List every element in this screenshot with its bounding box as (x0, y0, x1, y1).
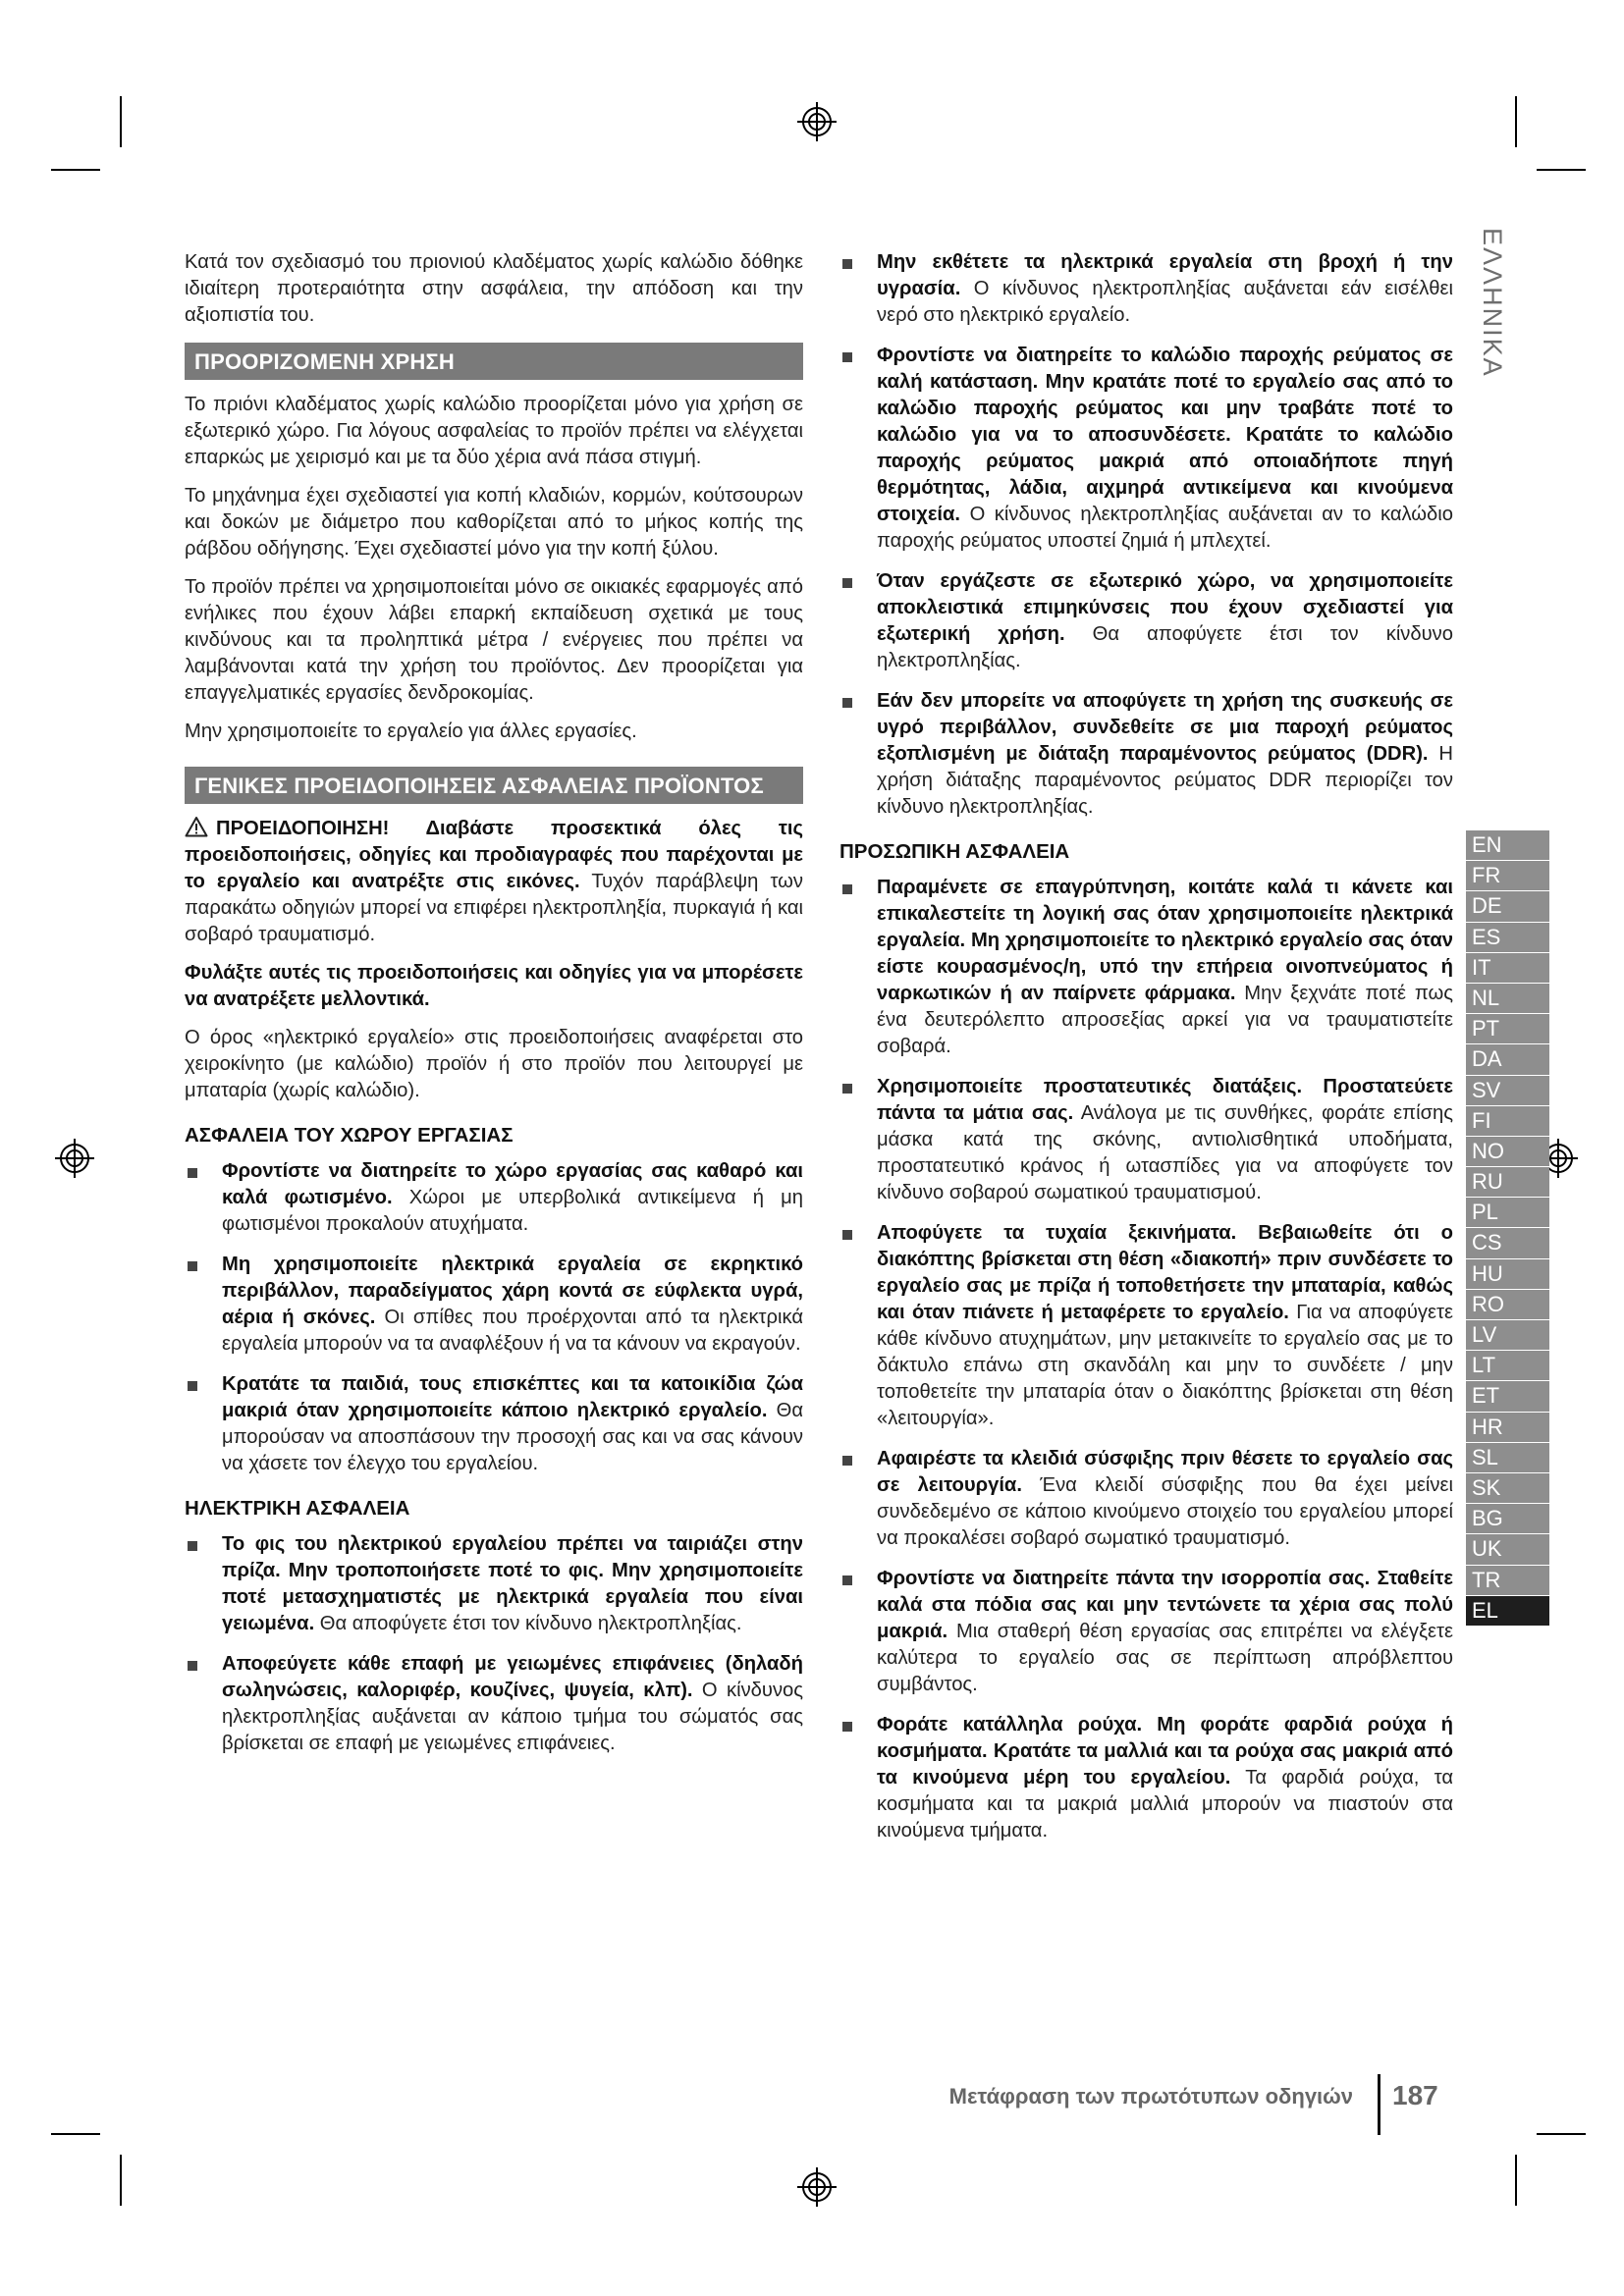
paragraph: Το μηχάνημα έχει σχεδιαστεί για κοπή κλαδιών, κορμών, κούτσουρων και δοκών με διάμετρο που καθορίζεται από το μήκος κοπής της ράβδου οδήγησης. Έχει σχεδιαστεί μόνο για την κοπή ξύλου. (185, 485, 803, 560)
list-item (839, 875, 1453, 1060)
list-item-bold: Μη χρησιμοποιείτε ηλεκτρικά εργαλεία σε εκρηκτικό περιβάλλον, παραδείγματος χάρη κοντά σε εύφλεκτα υγρά, αέρια ή σκόνες. (222, 1254, 803, 1328)
language-tab[interactable]: PL (1466, 1198, 1549, 1228)
list-item-bold: Εάν δεν μπορείτε να αποφύγετε τη χρήση της συσκευής σε υγρό περιβάλλον, συνδεθείτε σε μια παροχή ρεύματος εξοπλισμένη με διάταξη παραμένοντος ρεύματος (DDR). (877, 690, 1453, 765)
bullet-square-icon (842, 259, 852, 269)
section-heading-general-safety: ΓΕΝΙΚΕΣ ΠΡΟΕΙΔΟΠΟΙΗΣΕΙΣ ΑΣΦΑΛΕΙΑΣ ΠΡΟΪΟΝΤΟΣ (185, 767, 803, 804)
language-tab[interactable]: UK (1466, 1534, 1549, 1565)
list-item (185, 1371, 803, 1477)
language-tab[interactable]: PT (1466, 1014, 1549, 1044)
bullet-square-icon (842, 1230, 852, 1240)
language-tab[interactable]: SL (1466, 1443, 1549, 1473)
bullet-square-icon (842, 1084, 852, 1094)
list-item-text: Χώροι με υπερβολικά αντικείμενα ή μη φωτισμένοι προκαλούν ατυχήματα. (222, 1187, 803, 1235)
registration-mark-icon (797, 2167, 837, 2207)
list-item (839, 343, 1453, 555)
list-item-bold: Όταν εργάζεστε σε εξωτερικό χώρο, να χρησιμοποιείτε αποκλειστικά επιμηκύνσεις που έχουν σχεδιαστεί για εξωτερική χρήση. (877, 570, 1453, 645)
page-number: 187 (1392, 2080, 1438, 2110)
bullet-square-icon (842, 884, 852, 894)
left-column (185, 249, 803, 1771)
list-item (839, 1566, 1453, 1698)
list-item-bold: Αποφύγετε τα τυχαία ξεκινήματα. Βεβαιωθείτε ότι ο διακόπτης βρίσκεται στη θέση «διακοπή» πριν συνδέσετε το εργαλείο σας με πρίζα ή τοποθετήσετε την μπαταρία, καθώς και όταν πιάνετε ή μεταφέρετε το εργαλείο. (877, 1222, 1453, 1323)
language-tab[interactable]: ES (1466, 923, 1549, 953)
list-item-text: Μια σταθερή θέση εργασίας σας επιτρέπει να ελέγξετε καλύτερα το εργαλείο σας σε περίπτωση απρόβλεπτου συμβάντος. (877, 1621, 1453, 1695)
list-item-text: Η χρήση διάταξης παραμένοντος ρεύματος DDR περιορίζει τον κίνδυνο ηλεκτροπληξίας. (877, 743, 1453, 818)
paragraph: Μην χρησιμοποιείτε το εργαλείο για άλλες εργασίες. (185, 721, 637, 742)
bullet-square-icon (188, 1168, 197, 1178)
list-item-text: Οι σπίθες που προέρχονται από τα ηλεκτρικά εργαλεία μπορούν να τα αναφλέξουν ή να τα κάνουν να εκραγούν. (222, 1307, 803, 1355)
intro-paragraph: Κατά τον σχεδιασμό του πριονιού κλαδέματος χωρίς καλώδιο δόθηκε ιδιαίτερη προτεραιότητα στην ασφάλεια, την απόδοση και την αξιοπιστία του. (185, 251, 803, 326)
right-column (839, 249, 1453, 1858)
list-item-bold: Παραμένετε σε επαγρύπνηση, κοιτάτε καλά τι κάνετε και επικαλεστείτε τη λογική σας όταν χρησιμοποιείτε ηλεκτρικά εργαλεία. Μη χρησιμοποιείτε το ηλεκτρικό εργαλείο σας όταν είστε κουρασμένος/η, υπό την επήρεια οινοπνεύματος ή ναρκωτικών ή αν παίρνετε φάρμακα. (877, 877, 1453, 1004)
list-item-bold: Αποφεύγετε κάθε επαφή με γειωμένες επιφάνειες (δηλαδή σωληνώσεις, καλοριφέρ, κουζίνες, ψυγεία, κλπ). (222, 1653, 803, 1701)
crop-mark (51, 169, 100, 171)
language-tab[interactable]: SK (1466, 1473, 1549, 1504)
bullet-square-icon (188, 1381, 197, 1391)
language-tab[interactable]: LV (1466, 1320, 1549, 1351)
list-item-text: Ο κίνδυνος ηλεκτροπληξίας αυξάνεται αν το καλώδιο παροχής ρεύματος υποστεί ζημιά ή μπλεχτεί. (877, 504, 1453, 552)
registration-mark-icon (797, 102, 837, 141)
warning-text: Τυχόν παράβλεψη των παρακάτω οδηγιών μπορεί να επιφέρει ηλεκτροπληξία, πυρκαγιά ή και σοβαρό τραυματισμό. (185, 871, 803, 945)
language-tab[interactable]: TR (1466, 1566, 1549, 1596)
list-item-text: Για να αποφύγετε κάθε κίνδυνο ατυχημάτων, μην μετακινείτε το εργαλείο σας με το δάκτυλο επάνω στη σκανδάλη και μην το συνδέετε / μην τοποθετείτε την μπαταρία όταν ο διακόπτης βρίσκεται στη θέση «λειτουργία». (877, 1302, 1453, 1429)
language-tab[interactable]: IT (1466, 953, 1549, 984)
list-item-text: Θα αποφύγετε έτσι τον κίνδυνο ηλεκτροπληξίας. (877, 623, 1453, 671)
list-item-text: Ένα κλειδί σύσφιξης που θα έχει μείνει συνδεδεμένο σε κάποιο κινούμενο στοιχείο του εργαλείου μπορεί να προκαλέσει σοβαρό σωματικό τραυματισμό. (877, 1474, 1453, 1549)
list-item-bold: Κρατάτε τα παιδιά, τους επισκέπτες και τα κατοικίδια ζώα μακριά όταν χρησιμοποιείτε κάποιο ηλεκτρικό εργαλείο. (222, 1373, 803, 1421)
bullet-square-icon (842, 1456, 852, 1466)
language-tab[interactable]: RU (1466, 1167, 1549, 1198)
language-tab[interactable]: RO (1466, 1290, 1549, 1320)
language-tab[interactable]: DE (1466, 891, 1549, 922)
footer-text: Μετάφραση των πρωτότυπων οδηγιών (948, 2084, 1353, 2109)
language-tab[interactable]: FI (1466, 1106, 1549, 1137)
language-tab[interactable]: NL (1466, 984, 1549, 1014)
warning-paragraph (185, 816, 803, 948)
list-item (839, 1220, 1453, 1432)
list-item-text: Τα φαρδιά ρούχα, τα κοσμήματα και τα μακριά μαλλιά μπορούν να πιαστούν στα κινούμενα τμήματα. (877, 1767, 1453, 1842)
subheading-electrical: ΗΛΕΚΤΡΙΚΗ ΑΣΦΑΛΕΙΑ (185, 1497, 410, 1520)
list-item-bold: Αφαιρέστε τα κλειδιά σύσφιξης πριν θέσετε το εργαλείο σας σε λειτουργία. (877, 1448, 1453, 1496)
list-item-text: Μην ξεχνάτε ποτέ πως ένα δευτερόλεπτο απροσεξίας αρκεί για να τραυματιστείτε σοβαρά. (877, 983, 1453, 1057)
list-item-text: Ο κίνδυνος ηλεκτροπληξίας αυξάνεται εάν εισέλθει νερό στο ηλεκτρικό εργαλείο. (877, 278, 1453, 326)
bullet-square-icon (842, 578, 852, 588)
list-item-bold: Φοράτε κατάλληλα ρούχα. Μη φοράτε φαρδιά ρούχα ή κοσμήματα. Κρατάτε τα μαλλιά και τα ρούχα σας μακριά από τα κινούμενα μέρη του εργαλείου. (877, 1714, 1453, 1789)
language-tab[interactable]: DA (1466, 1044, 1549, 1075)
language-tab[interactable]: LT (1466, 1351, 1549, 1381)
bullet-square-icon (842, 352, 852, 362)
list-item (839, 688, 1453, 821)
language-tabs (1466, 830, 1549, 1627)
list-item (839, 1446, 1453, 1552)
list-item-bold: Φροντίστε να διατηρείτε το χώρο εργασίας σας καθαρό και καλά φωτισμένο. (222, 1160, 803, 1208)
list-item (185, 1158, 803, 1238)
bullet-square-icon (842, 1575, 852, 1585)
warning-bold-text: ΠΡΟΕΙΔΟΠΟΙΗΣΗ! Διαβάστε προσεκτικά όλες τις προειδοποιήσεις, οδηγίες και προδιαγραφές που παρέχονται με το εργαλείο και ανατρέξτε στις εικόνες. (185, 818, 803, 892)
crop-mark (51, 2133, 100, 2135)
list-item-bold: Μην εκθέτετε τα ηλεκτρικά εργαλεία στη βροχή ή την υγρασία. (877, 251, 1453, 299)
section-heading-intended-use: ΠΡΟΟΡΙΖΟΜΕΝΗ ΧΡΗΣΗ (185, 343, 803, 380)
subheading-personal: ΠΡΟΣΩΠΙΚΗ ΑΣΦΑΛΕΙΑ (839, 840, 1070, 863)
paragraph: Το προϊόν πρέπει να χρησιμοποιείται μόνο σε οικιακές εφαρμογές από ενήλικες που έχουν λάβει επαρκή εκπαίδευση σχετικά με τους κινδύνους και τα προληπτικά μέτρα / ενέργειες που πρέπει να λαμβάνονται κατά την χρήση του προϊόντος. Δεν προορίζεται για επαγγελματικές εργασίες δενδροκομίας. (185, 576, 803, 704)
language-tab[interactable]: BG (1466, 1504, 1549, 1534)
crop-mark (120, 2155, 122, 2206)
list-item-text: Θα μπορούσαν να αποσπάσουν την προσοχή σας και να σας κάνουν να χάσετε τον έλεγχο του εργαλείου. (222, 1400, 804, 1474)
list-item-text: Ανάλογα με τις συνθήκες, φοράτε επίσης μάσκα κατά της σκόνης, αντιολισθητικά υποδήματα, προστατευτικό κράνος ή ωτασπίδες για να αποφύγετε τον κίνδυνο σοβαρού σωματικού τραυματισμού. (877, 1102, 1453, 1203)
language-tab[interactable]: CS (1466, 1228, 1549, 1258)
list-item-bold: Φροντίστε να διατηρείτε το καλώδιο παροχής ρεύματος σε καλή κατάσταση. Μην κρατάτε ποτέ το εργαλείο σας από το καλώδιο παροχής ρεύματος και μην τραβάτε ποτέ το καλώδιο για να το αποσυνδέσετε. Κρατάτε το καλώδιο παροχής ρεύματος μακριά από οποιαδήποτε πηγή θερμότητας, λάδια, αιχμηρά αντικείμενα και κινούμενα στοιχεία. (877, 345, 1453, 525)
language-tab[interactable]: FR (1466, 861, 1549, 891)
language-tab[interactable]: HU (1466, 1259, 1549, 1290)
list-item (185, 1531, 803, 1637)
list-item (839, 1712, 1453, 1844)
crop-mark (1515, 96, 1517, 147)
list-item-bold: Φροντίστε να διατηρείτε πάντα την ισορροπία σας. Σταθείτε καλά στα πόδια σας και μην τεντώνετε τα χέρια σας πολύ μακριά. (877, 1568, 1453, 1642)
paragraph: Το πριόνι κλαδέματος χωρίς καλώδιο προορίζεται μόνο για χρήση σε εξωτερικό χώρο. Για λόγους ασφαλείας το προϊόν πρέπει να ελέγχεται επαρκώς με χειρισμό και με τα δύο χέρια ανά πάσα στιγμή. (185, 394, 803, 468)
list-item-text: Θα αποφύγετε έτσι τον κίνδυνο ηλεκτροπληξίας. (314, 1613, 742, 1634)
list-item (839, 568, 1453, 674)
list-item (185, 1252, 803, 1358)
language-tab[interactable]: EN (1466, 830, 1549, 861)
list-item (185, 1651, 803, 1757)
warning-triangle-icon (185, 816, 208, 837)
list-item (839, 249, 1453, 329)
subheading-work-area: ΑΣΦΑΛΕΙΑ ΤΟΥ ΧΩΡΟΥ ΕΡΓΑΣΙΑΣ (185, 1124, 514, 1147)
language-tab-active[interactable]: EL (1466, 1596, 1549, 1627)
language-tab[interactable]: SV (1466, 1076, 1549, 1106)
crop-mark (1537, 169, 1586, 171)
language-tab[interactable]: ET (1466, 1381, 1549, 1412)
registration-mark-icon (55, 1139, 94, 1178)
crop-mark (1537, 2133, 1586, 2135)
language-tab[interactable]: NO (1466, 1137, 1549, 1167)
bullet-square-icon (188, 1541, 197, 1551)
keep-instructions-text: Φυλάξτε αυτές τις προειδοποιήσεις και οδηγίες για να μπορέσετε να ανατρέξετε μελλοντικά. (185, 962, 803, 1010)
crop-mark (120, 96, 122, 147)
list-item (839, 1074, 1453, 1206)
bullet-square-icon (188, 1261, 197, 1271)
term-paragraph: Ο όρος «ηλεκτρικό εργαλείο» στις προειδοποιήσεις αναφέρεται στο χειροκίνητο (με καλώδιο) προϊόν ή στο προϊόν που λειτουργεί με μπαταρία (χωρίς καλώδιο). (185, 1027, 803, 1101)
crop-mark (1515, 2155, 1517, 2206)
language-title: ΕΛΛΗΝΙΚΑ (1478, 228, 1507, 378)
list-item-text: Ο κίνδυνος ηλεκτροπληξίας αυξάνεται αν κάποιο τμήμα του σώματός σας βρίσκεται σε επαφή με γειωμένες επιφάνειες. (222, 1680, 804, 1754)
bullet-square-icon (842, 1722, 852, 1732)
bullet-square-icon (188, 1661, 197, 1671)
bullet-square-icon (842, 698, 852, 708)
list-item-bold: Το φις του ηλεκτρικού εργαλείου πρέπει να ταιριάζει στην πρίζα. Μην τροποποιήσετε ποτέ το φις. Μην χρησιμοποιείτε ποτέ μετασχηματιστές με ηλεκτρικά εργαλεία που είναι γειωμένα. (222, 1533, 803, 1634)
language-tab[interactable]: HR (1466, 1413, 1549, 1443)
list-item-bold: Χρησιμοποιείτε προστατευτικές διατάξεις. Προστατεύετε πάντα τα μάτια σας. (877, 1076, 1453, 1124)
footer-divider (1378, 2074, 1380, 2135)
